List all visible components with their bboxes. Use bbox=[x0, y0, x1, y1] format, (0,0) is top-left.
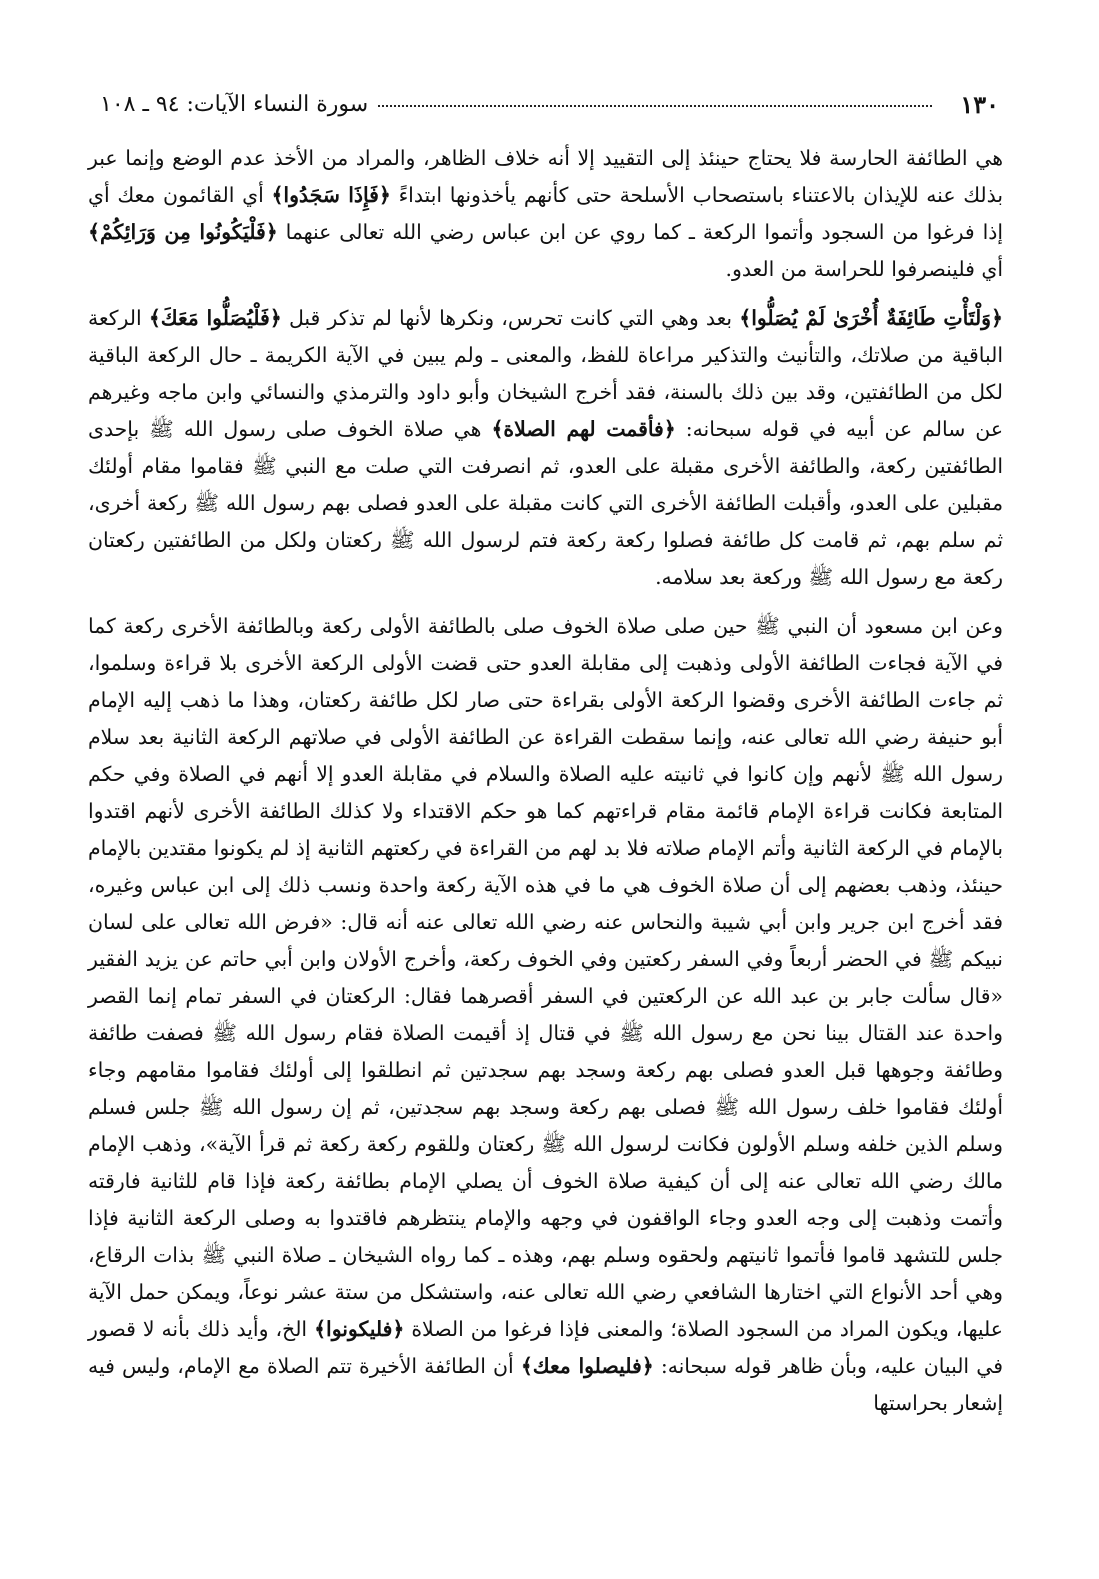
text-run: هي صلاة الخوف صلى رسول الله ﷺ بإحدى الطائفتين ركعة، والطائفة الأخرى مقبلة على العدو، ثم انصرفت التي صلت مع النبي ﷺ فقاموا مقام أولئك مقبلين على العدو، وأقبلت الطائفة الأخرى التي كانت مقبلة على العدو فصلى بهم رسول الله ﷺ ركعة أخرى، ثم سلم بهم، ثم قامت كل طائفة فصلوا ركعة ركعة فتم لرسول الله ﷺ ركعتان ولكل من الطائفتين ركعتان ركعة مع رسول الله ﷺ وركعة بعد سلامه. bbox=[88, 417, 1003, 589]
text-run: الخ، وأيد ذلك بأنه لا قصور في البيان عليه، وبأن ظاهر قوله سبحانه: bbox=[88, 1317, 1003, 1378]
page-body bbox=[88, 140, 1003, 1422]
quran-quote: ﴿وَلْتَأْتِ طَائِفَةٌ أُخْرَىٰ لَمْ يُصَلُّوا﴾ bbox=[739, 306, 1003, 330]
text-run: أي فلينصرفوا للحراسة من العدو. bbox=[725, 257, 1003, 281]
page-header bbox=[100, 86, 999, 122]
paragraph-2 bbox=[88, 300, 1003, 596]
quran-quote: ﴿فَلْيَكُونُوا مِن وَرَائِكُمْ﴾ bbox=[88, 220, 278, 244]
page-number: ١٣٠ bbox=[960, 89, 999, 119]
paragraph-3 bbox=[88, 608, 1003, 1422]
text-run: أي القائمون معك أي إذا فرغوا من السجود وأتموا الركعة ـ كما روي عن ابن عباس رضي الله تعالى عنهما bbox=[88, 183, 1003, 244]
quran-quote: ﴿فأقمت لهم الصلاة﴾ bbox=[491, 417, 676, 441]
quran-quote: ﴿فَإِذَا سَجَدُوا﴾ bbox=[271, 183, 391, 207]
text-run: بعد وهي التي كانت تحرس، ونكرها لأنها لم تذكر قبل bbox=[281, 306, 740, 330]
header-dotted-leader bbox=[378, 95, 932, 107]
running-title: سورة النساء الآيات: ٩٤ ـ ١٠٨ bbox=[100, 91, 369, 117]
text-run: هي الطائفة الحارسة فلا يحتاج حينئذ إلى التقييد إلا أنه خلاف الظاهر، والمراد من الأخذ عدم الوضع وإنما عبر بذلك عنه للإيذان بالاعتناء باستصحاب الأسلحة حتى كأنهم يأخذونها ابتداءً bbox=[88, 146, 1004, 207]
text-run: أن الطائفة الأخيرة تتم الصلاة مع الإمام، وليس فيه إشعار بحراستها bbox=[88, 1354, 1003, 1415]
quran-quote: ﴿فليكونوا﴾ bbox=[314, 1317, 405, 1341]
text-run: وعن ابن مسعود أن النبي ﷺ حين صلى صلاة الخوف صلى بالطائفة الأولى ركعة وبالطائفة الأخرى ركعة كما في الآية فجاءت الطائفة الأولى وذهبت إلى مقابلة العدو حتى قضت الأولى الركعة الأخرى بلا قراءة وسلموا، ثم جاءت الطائفة الأخرى وقضوا الركعة الأولى بقراءة حتى صار لكل طائفة ركعتان، وهذا ما ذهب إليه الإمام أبو حنيفة رضي الله تعالى عنه، وإنما سقطت القراءة عن الطائفة الأولى في صلاتهم الركعة الثانية بعد سلام رسول الله ﷺ لأنهم وإن كانوا في ثانيته عليه الصلاة والسلام في مقابلة العدو إلا أنهم في الصلاة وفي حكم المتابعة فكانت قراءة الإمام قائمة مقام قراءتهم كما هو حكم الاقتداء ولا كذلك الطائفة الأخرى لأنهم اقتدوا بالإمام في الركعة الثانية وأتم الإمام صلاته فلا بد لهم من القراءة في ركعتهم الثانية إذ لم يكونوا مقتدين بالإمام حينئذ، وذهب بعضهم إلى أن صلاة الخوف هي ما في هذه الآية ركعة واحدة ونسب ذلك إلى ابن عباس وغيره، فقد أخرج ابن جرير وابن أبي شيبة والنحاس عنه رضي الله تعالى عنه أنه قال: «فرض الله تعالى على لسان نبيكم ﷺ في الحضر أربعاً وفي السفر ركعتين وفي الخوف ركعة، وأخرج الأولان وابن أبي حاتم عن يزيد الفقير «قال سألت جابر بن عبد الله عن الركعتين في السفر أقصرهما فقال: الركعتان في السفر تمام إنما القصر واحدة عند القتال بينا نحن مع رسول الله ﷺ في قتال إذ أقيمت الصلاة فقام رسول الله ﷺ فصفت طائفة وطائفة وجوهها قبل العدو فصلى بهم ركعة وسجد بهم سجدتين ثم انطلقوا إلى أولئك فقاموا مقامهم وجاء أولئك فقاموا خلف رسول الله ﷺ فصلى بهم ركعة وسجد بهم سجدتين، ثم إن رسول الله ﷺ جلس فسلم وسلم الذين خلفه وسلم الأولون فكانت لرسول الله ﷺ ركعتان وللقوم ركعة ركعة ثم قرأ الآية»، وذهب الإمام مالك رضي الله تعالى عنه إلى أن كيفية صلاة الخوف أن يصلي الإمام بطائفة ركعة فإذا قام للثانية فارقته وأتمت وذهبت إلى وجه العدو وجاء الواقفون في وجهه والإمام ينتظرهم فاقتدوا به وصلى الركعة الثانية فإذا جلس للتشهد قاموا فأتموا ثانيتهم ولحقوه وسلم بهم، وهذه ـ كما رواه الشيخان ـ صلاة النبي ﷺ بذات الرقاع، وهي أحد الأنواع التي اختارها الشافعي رضي الله تعالى عنه، واستشكل من ستة عشر نوعاً، ويمكن حمل الآية عليها، ويكون المراد من السجود الصلاة؛ والمعنى فإذا فرغوا من الصلاة bbox=[88, 614, 1003, 1341]
quran-quote: ﴿فليصلوا معك﴾ bbox=[520, 1354, 654, 1378]
paragraph-1 bbox=[88, 140, 1003, 288]
text-run: الركعة الباقية من صلاتك، والتأنيث والتذكير مراعاة للفظ، والمعنى ـ ولم يبين في الآية الكريمة ـ حال الركعة الباقية لكل من الطائفتين، وقد بين ذلك بالسنة، فقد أخرج الشيخان وأبو داود والترمذي والنسائي وابن ماجه وغيرهم عن سالم عن أبيه في قوله سبحانه: bbox=[88, 306, 1003, 441]
quran-quote: ﴿فَلْيُصَلُّوا مَعَكَ﴾ bbox=[148, 306, 282, 330]
